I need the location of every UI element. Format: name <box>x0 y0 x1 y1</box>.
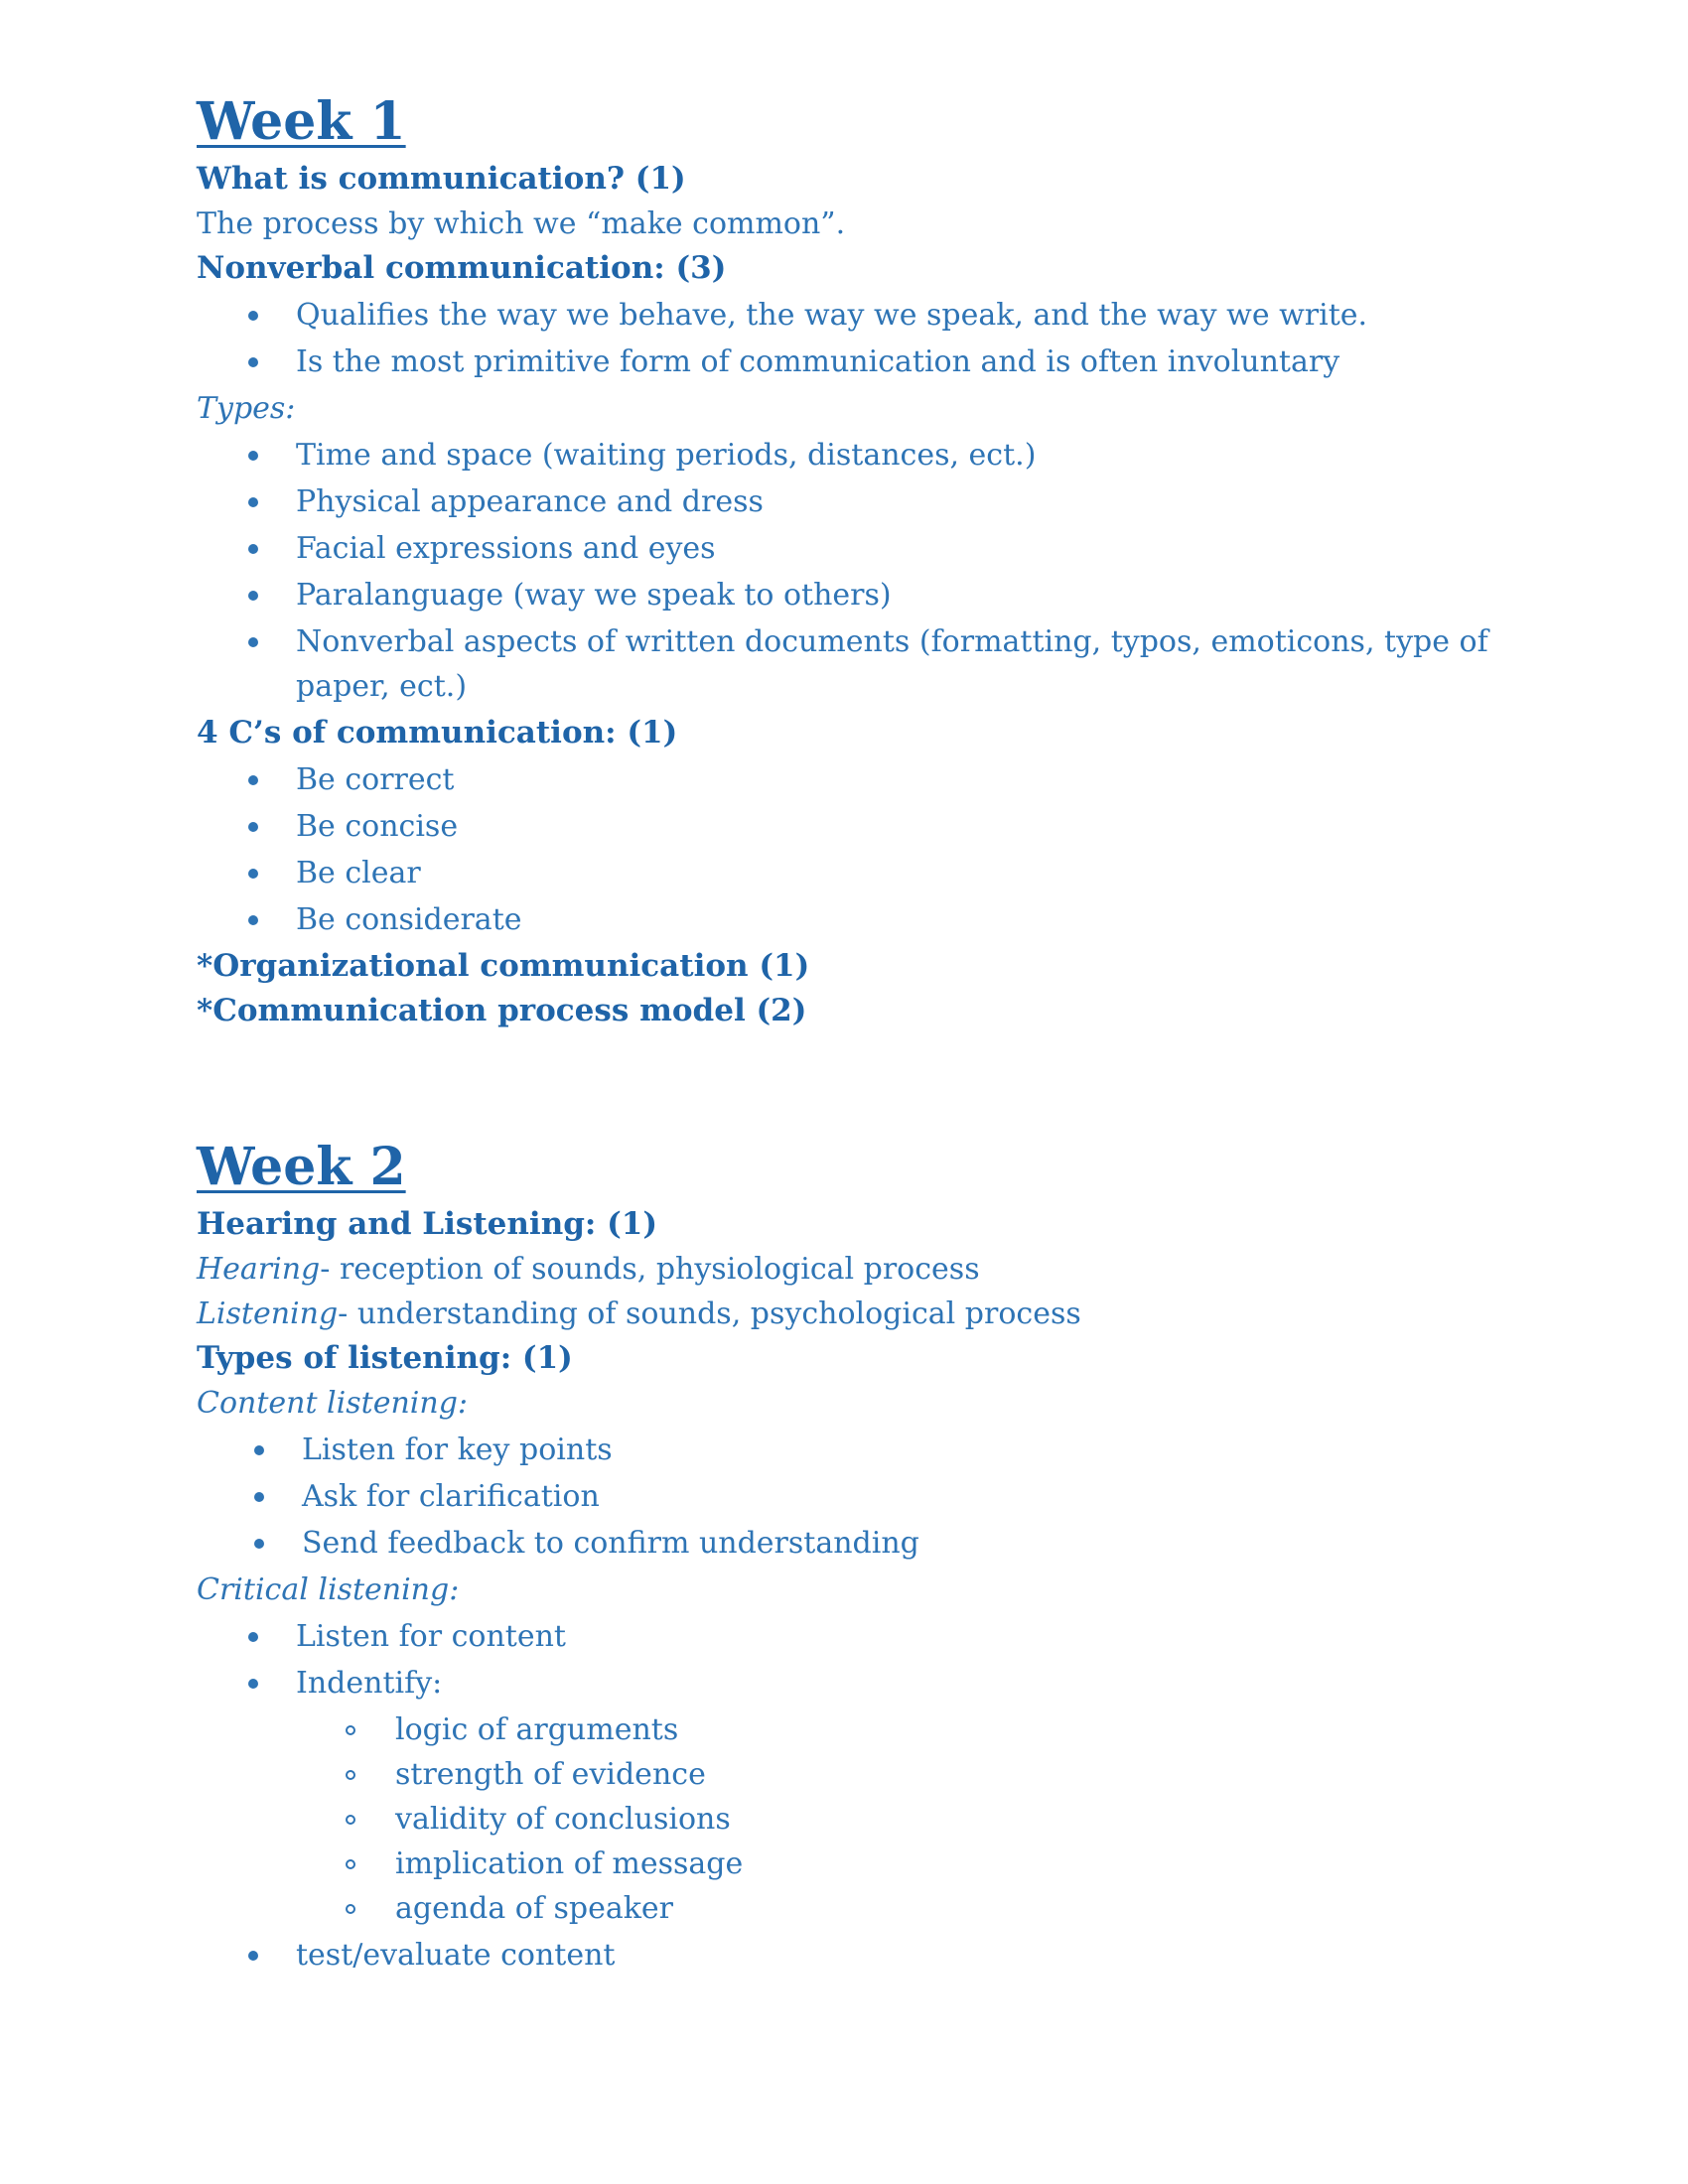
types-label: Types: <box>197 391 296 426</box>
bullet-icon <box>248 637 258 647</box>
list-item: strength of evidence <box>197 1752 1557 1797</box>
nonverbal-communication-heading: Nonverbal communication: (3) <box>197 250 727 286</box>
list-item: Facial expressions and eyes <box>197 526 1557 571</box>
listening-definition <box>197 1292 1557 1336</box>
bullet-icon <box>248 591 258 601</box>
bullet-icon <box>248 1632 258 1642</box>
list-item: validity of conclusions <box>197 1797 1557 1842</box>
four-cs-list <box>197 757 1557 942</box>
bullet-icon <box>248 497 258 507</box>
hearing-definition <box>197 1247 1557 1292</box>
list-item: Physical appearance and dress <box>197 479 1557 524</box>
bullet-icon <box>254 1445 264 1455</box>
bullet-icon <box>248 544 258 554</box>
hollow-bullet-icon <box>346 1859 355 1869</box>
list-item: Be concise <box>197 804 1557 849</box>
list-item: Nonverbal aspects of written documents (formatting, typos, emoticons, type of paper, ect.) <box>197 619 1557 709</box>
week-1-heading: Week 1 <box>197 91 406 152</box>
list-item: test/evaluate content <box>197 1933 1557 1978</box>
organizational-communication-heading: *Organizational communication (1) <box>197 948 810 984</box>
week-2-heading: Week 2 <box>197 1137 406 1197</box>
list-item: Listen for key points <box>197 1428 1557 1472</box>
communication-process-model-heading: *Communication process model (2) <box>197 993 807 1028</box>
list-item: Indentify: <box>197 1661 1557 1706</box>
list-item: Is the most primitive form of communication and is often involuntary <box>197 340 1557 384</box>
bullet-icon <box>248 357 258 367</box>
bullet-icon <box>248 915 258 925</box>
bullet-icon <box>248 311 258 321</box>
hollow-bullet-icon <box>346 1904 355 1914</box>
four-cs-heading: 4 C’s of communication: (1) <box>197 715 678 751</box>
critical-listening-list-continued <box>197 1933 1557 1978</box>
list-item: Paralanguage (way we speak to others) <box>197 573 1557 617</box>
what-is-communication-text: The process by which we “make common”. <box>197 206 846 241</box>
listening-def: - understanding of sounds, psychological process <box>338 1297 1081 1331</box>
bullet-icon <box>254 1539 264 1549</box>
hearing-term: Hearing <box>197 1252 321 1287</box>
bullet-icon <box>248 775 258 785</box>
types-of-listening-heading: Types of listening: (1) <box>197 1340 573 1376</box>
list-item: implication of message <box>197 1842 1557 1886</box>
list-item: Be correct <box>197 757 1557 802</box>
hearing-def: - reception of sounds, physiological process <box>320 1252 980 1287</box>
list-item: Be clear <box>197 851 1557 895</box>
bullet-icon <box>248 1679 258 1689</box>
list-item: agenda of speaker <box>197 1886 1557 1931</box>
nonverbal-list <box>197 293 1557 384</box>
list-item: Qualifies the way we behave, the way we speak, and the way we write. <box>197 293 1557 338</box>
hollow-bullet-icon <box>346 1815 355 1825</box>
content-listening-label: Content listening: <box>197 1386 469 1421</box>
list-item: Listen for content <box>197 1614 1557 1659</box>
bullet-icon <box>254 1492 264 1502</box>
what-is-communication-heading: What is communication? (1) <box>197 161 686 197</box>
nonverbal-types-list <box>197 433 1557 709</box>
list-item: Be considerate <box>197 897 1557 942</box>
hearing-listening-heading: Hearing and Listening: (1) <box>197 1206 658 1242</box>
bullet-icon <box>248 1951 258 1961</box>
list-item: Ask for clarification <box>197 1474 1557 1519</box>
critical-listening-list <box>197 1614 1557 1706</box>
identify-sublist <box>197 1707 1557 1931</box>
hollow-bullet-icon <box>346 1770 355 1780</box>
list-item: Time and space (waiting periods, distances, ect.) <box>197 433 1557 478</box>
list-item: Send feedback to confirm understanding <box>197 1521 1557 1566</box>
document-page <box>197 87 1557 1979</box>
listening-term: Listening <box>197 1297 339 1331</box>
bullet-icon <box>248 869 258 879</box>
list-item: logic of arguments <box>197 1707 1557 1752</box>
critical-listening-label: Critical listening: <box>197 1572 460 1607</box>
bullet-icon <box>248 451 258 461</box>
bullet-icon <box>248 822 258 832</box>
hollow-bullet-icon <box>346 1725 355 1735</box>
content-listening-list <box>197 1428 1557 1566</box>
